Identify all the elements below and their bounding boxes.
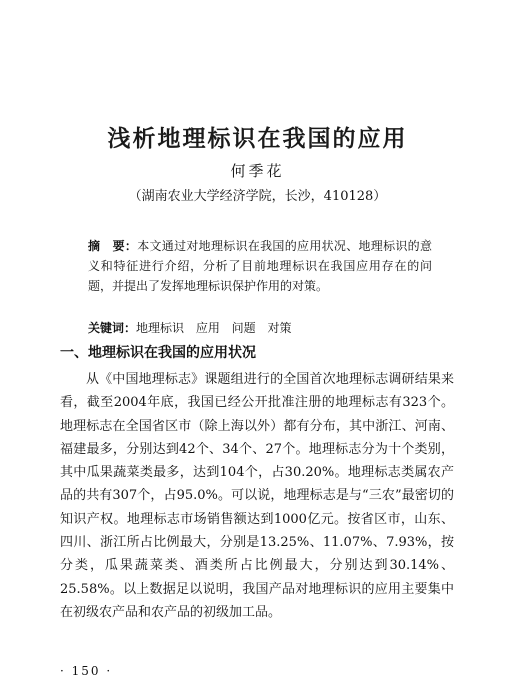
keywords (88, 318, 432, 338)
abstract (88, 236, 432, 296)
abstract-label: 摘 要： (88, 239, 138, 253)
author-name: 何季花 (230, 162, 285, 180)
abstract-text: 本文通过对地理标识在我国的应用状况、地理标识的意义和特征进行介绍，分析了目前地理标识在我国应用存在的问题，并提出了发挥地理标识保护作用的对策。 (88, 239, 432, 293)
body-paragraph: 从《中国地理标志》课题组进行的全国首次地理标志调研结果来看，截至2004年底，我国已经公开批准注册的地理标志有323个。地理标志在全国省区市（除上海以外）都有分布，其中浙江、河南、福建最多，分别达到42个、34个、27个。地理标志分为十个类别，其中瓜果蔬菜类最多，达到104个，占30.20%。地理标志类属农产品的共有307个，占95.0%。可以说，地理标志是与“三农”最密切的知识产权。地理标志市场销售额达到1000亿元。按省区市，山东、四川、浙江所占比例最大，分别是13.25%、11.07%、7.93%，按分类，瓜果蔬菜类、酒类所占比例最大，分别达到30.14%、25.58%。以上数据足以说明，我国产品对地理标识的应用主要集中在初级农产品和农产品的初级加工品。 (60, 372, 454, 620)
keywords-label: 关键词： (88, 321, 137, 335)
page-number: · 150 · (60, 664, 113, 678)
keywords-text: 地理标识 应用 问题 对策 (136, 321, 292, 335)
paper-title: 浅析地理标识在我国的应用 (107, 126, 408, 152)
author-affiliation: （湖南农业大学经济学院，长沙，410128） (128, 189, 387, 204)
section-heading: 一、地理标识在我国的应用状况 (60, 345, 256, 361)
